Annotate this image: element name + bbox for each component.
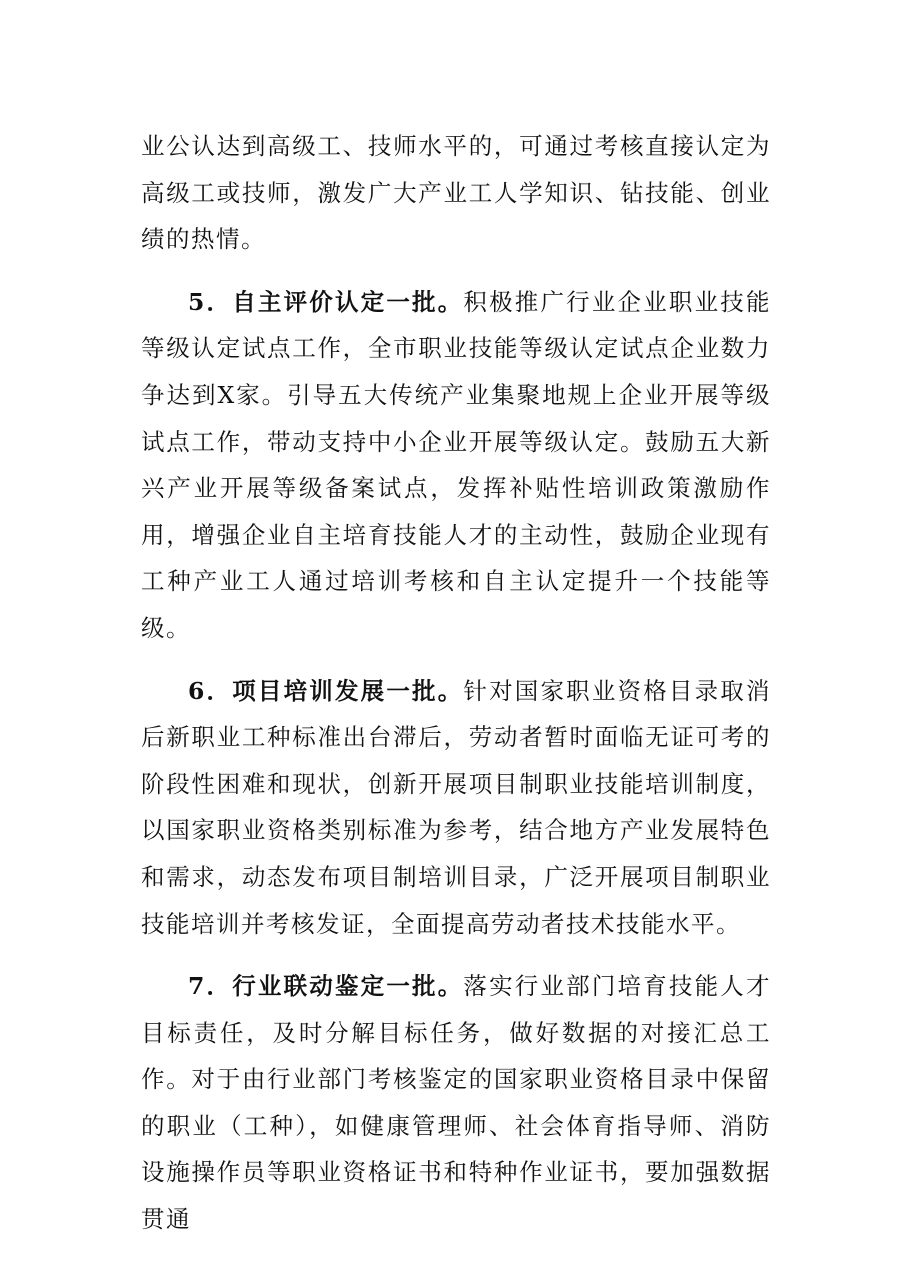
document-body xyxy=(141,123,771,1259)
paragraph-item-7 xyxy=(141,963,771,1243)
paragraph-item-6 xyxy=(141,668,771,948)
paragraph-heading: 5．自主评价认定一批。 xyxy=(188,287,464,316)
paragraph-heading: 6．项目培训发展一批。 xyxy=(188,676,464,705)
paragraph-heading: 7．行业联动鉴定一批。 xyxy=(188,972,464,1001)
paragraph-continued xyxy=(141,123,771,263)
paragraph-text: 落实行业部门培育技能人才目标责任，及时分解目标任务，做好数据的对接汇总工作。对于由行业部门考核鉴定的国家职业资格目录中保留的职业（工种），如健康管理师、社会体育指导师、消防设施操作员等职业资格证书和特种作业证书，要加强数据贯通 xyxy=(141,972,771,1234)
paragraph-text: 积极推广行业企业职业技能等级认定试点工作，全市职业技能等级认定试点企业数力争达到X家。引导五大传统产业集聚地规上企业开展等级试点工作，带动支持中小企业开展等级认定。鼓励五大新兴产业开展等级备案试点，发挥补贴性培训政策激励作用，增强企业自主培育技能人才的主动性，鼓励企业现有工种产业工人通过培训考核和自主认定提升一个技能等级。 xyxy=(141,287,771,642)
paragraph-text: 针对国家职业资格目录取消后新职业工种标准出台滞后，劳动者暂时面临无证可考的阶段性困难和现状，创新开展项目制职业技能培训制度，以国家职业资格类别标准为参考，结合地方产业发展特色和需求，动态发布项目制培训目录，广泛开展项目制职业技能培训并考核发证，全面提高劳动者技术技能水平。 xyxy=(141,676,771,938)
paragraph-item-5 xyxy=(141,279,771,652)
paragraph-text: 业公认达到高级工、技师水平的，可通过考核直接认定为高级工或技师，激发广大产业工人学知识、钻技能、创业绩的热情。 xyxy=(141,132,771,254)
